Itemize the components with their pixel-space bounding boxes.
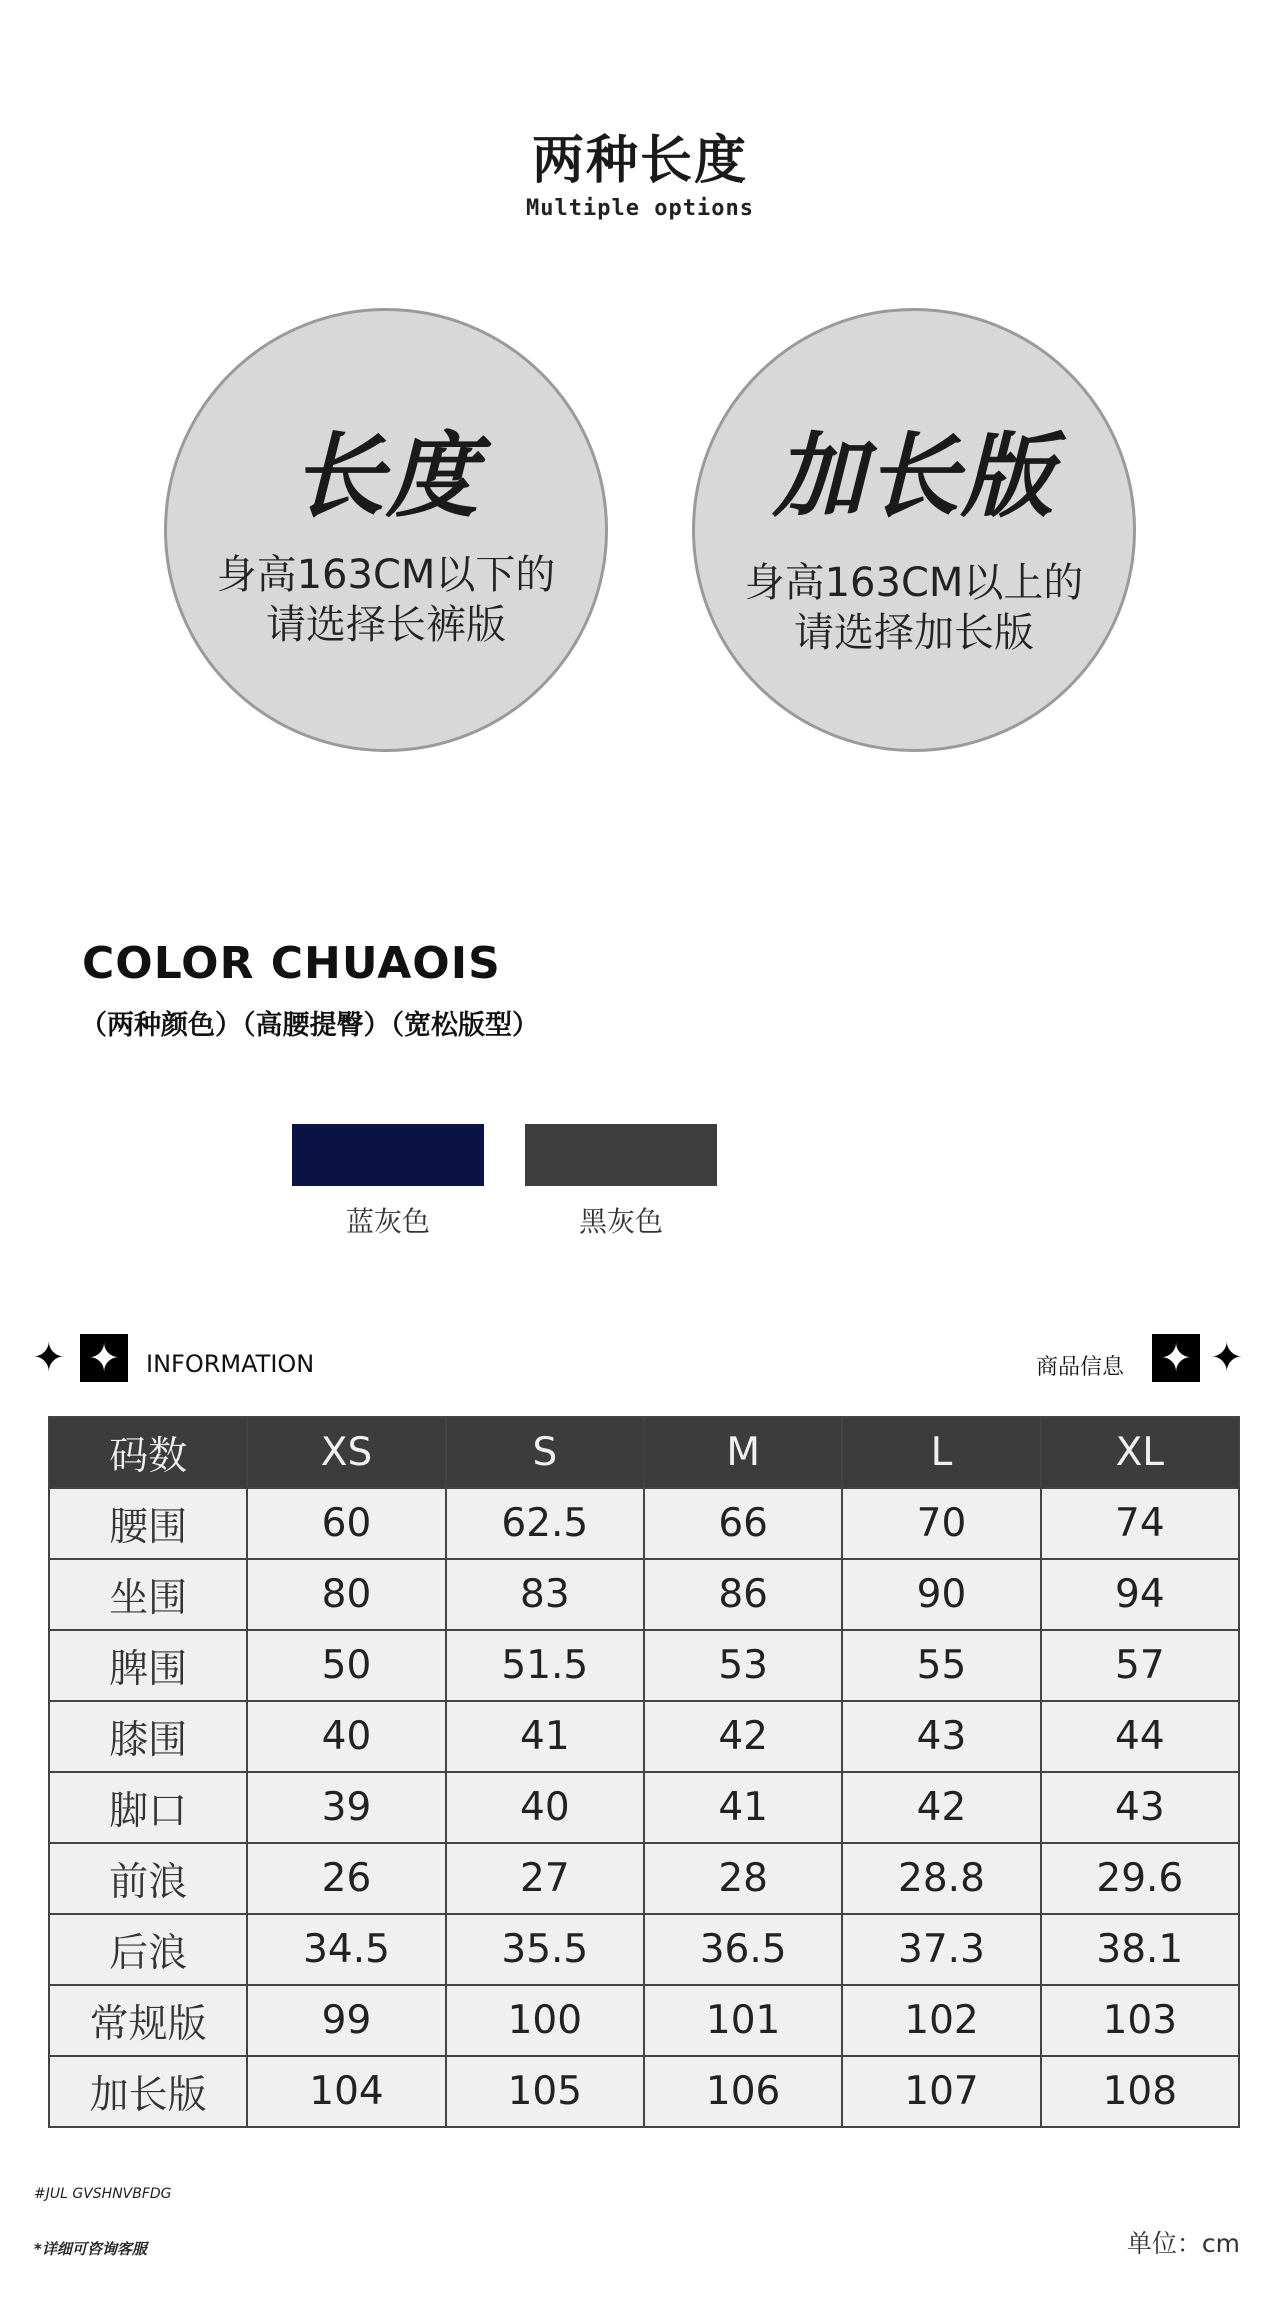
table-header-row — [49, 1417, 1239, 1488]
table-cell: 43 — [842, 1701, 1040, 1772]
sparkle-box-icon: ✦ — [1152, 1334, 1200, 1382]
row-label-cell: 常规版 — [49, 1985, 247, 2056]
option-desc-line2: 请选择长裤版 — [266, 602, 506, 648]
table-cell: 44 — [1041, 1701, 1239, 1772]
table-cell: 29.6 — [1041, 1843, 1239, 1914]
table-cell: 70 — [842, 1488, 1040, 1559]
table-cell: 27 — [446, 1843, 644, 1914]
table-cell: 62.5 — [446, 1488, 644, 1559]
table-cell: 100 — [446, 1985, 644, 2056]
table-cell: 80 — [247, 1559, 445, 1630]
table-cell: 57 — [1041, 1630, 1239, 1701]
row-label-cell: 后浪 — [49, 1914, 247, 1985]
product-code: #JUL GVSHNVBFDG — [34, 2186, 172, 2202]
table-cell: 38.1 — [1041, 1914, 1239, 1985]
header-l: L — [842, 1417, 1040, 1488]
table-cell: 102 — [842, 1985, 1040, 2056]
table-row — [49, 1488, 1239, 1559]
table-cell: 101 — [644, 1985, 842, 2056]
sparkle-icon: ✦ — [1210, 1335, 1244, 1381]
unit-label: 单位：cm — [1126, 2229, 1240, 2258]
table-cell: 83 — [446, 1559, 644, 1630]
table-cell: 43 — [1041, 1772, 1239, 1843]
row-label-cell: 加长版 — [49, 2056, 247, 2127]
row-label-cell: 腰围 — [49, 1488, 247, 1559]
table-cell: 105 — [446, 2056, 644, 2127]
sparkle-box-icon: ✦ — [80, 1334, 128, 1382]
row-label-cell: 前浪 — [49, 1843, 247, 1914]
table-cell: 37.3 — [842, 1914, 1040, 1985]
option-desc-line2: 请选择加长版 — [794, 610, 1034, 656]
table-cell: 51.5 — [446, 1630, 644, 1701]
table-cell: 35.5 — [446, 1914, 644, 1985]
table-cell: 42 — [842, 1772, 1040, 1843]
table-cell: 107 — [842, 2056, 1040, 2127]
header-m: M — [644, 1417, 842, 1488]
table-cell: 39 — [247, 1772, 445, 1843]
header-s: S — [446, 1417, 644, 1488]
table-cell: 106 — [644, 2056, 842, 2127]
table-cell: 86 — [644, 1559, 842, 1630]
table-cell: 66 — [644, 1488, 842, 1559]
table-cell: 90 — [842, 1559, 1040, 1630]
table-cell: 108 — [1041, 2056, 1239, 2127]
table-cell: 53 — [644, 1630, 842, 1701]
table-row — [49, 1843, 1239, 1914]
page-title: 两种长度 — [531, 131, 748, 191]
table-cell: 94 — [1041, 1559, 1239, 1630]
table-cell: 42 — [644, 1701, 842, 1772]
table-cell: 41 — [644, 1772, 842, 1843]
row-label-cell: 坐围 — [49, 1559, 247, 1630]
option-desc-line1: 身高163CM以下的 — [216, 552, 556, 598]
sparkle-icon: ✦ — [32, 1335, 66, 1381]
table-cell: 28.8 — [842, 1843, 1040, 1914]
table-cell: 40 — [247, 1701, 445, 1772]
swatch-label: 蓝灰色 — [345, 1205, 430, 1238]
table-row — [49, 1559, 1239, 1630]
color-swatch-blue-gray[interactable] — [292, 1124, 484, 1186]
option-circle-long — [692, 308, 1136, 752]
table-cell: 26 — [247, 1843, 445, 1914]
color-heading: COLOR CHUAOIS — [82, 938, 501, 989]
table-row — [49, 2056, 1239, 2127]
table-row — [49, 1985, 1239, 2056]
color-subheading: （两种颜色）（高腰提臀）（宽松版型） — [80, 1010, 539, 1041]
table-cell: 40 — [446, 1772, 644, 1843]
table-cell: 99 — [247, 1985, 445, 2056]
table-cell: 55 — [842, 1630, 1040, 1701]
table-cell: 50 — [247, 1630, 445, 1701]
table-cell: 104 — [247, 2056, 445, 2127]
table-row — [49, 1630, 1239, 1701]
table-cell: 28 — [644, 1843, 842, 1914]
table-cell: 36.5 — [644, 1914, 842, 1985]
row-label-cell: 膝围 — [49, 1701, 247, 1772]
product-info-label: 商品信息 — [1036, 1355, 1125, 1380]
information-label: INFORMATION — [146, 1350, 315, 1378]
table-row — [49, 1772, 1239, 1843]
row-label-cell: 脚口 — [49, 1772, 247, 1843]
size-table — [48, 1416, 1240, 2128]
header-xs: XS — [247, 1417, 445, 1488]
page-subtitle: Multiple options — [526, 196, 754, 221]
option-name: 长度 — [291, 423, 480, 530]
table-cell: 34.5 — [247, 1914, 445, 1985]
table-cell: 103 — [1041, 1985, 1239, 2056]
table-row — [49, 1701, 1239, 1772]
option-circle-regular — [164, 308, 608, 752]
row-label-cell: 脾围 — [49, 1630, 247, 1701]
table-cell: 60 — [247, 1488, 445, 1559]
swatch-label: 黑灰色 — [578, 1205, 663, 1238]
color-swatch-black-gray[interactable] — [525, 1124, 717, 1186]
table-cell: 74 — [1041, 1488, 1239, 1559]
option-desc-line1: 身高163CM以上的 — [744, 560, 1084, 606]
table-cell: 41 — [446, 1701, 644, 1772]
header-size: 码数 — [49, 1417, 247, 1488]
table-row — [49, 1914, 1239, 1985]
contact-note: *详细可咨询客服 — [34, 2240, 147, 2258]
option-name: 加长版 — [772, 423, 1055, 530]
header-xl: XL — [1041, 1417, 1239, 1488]
